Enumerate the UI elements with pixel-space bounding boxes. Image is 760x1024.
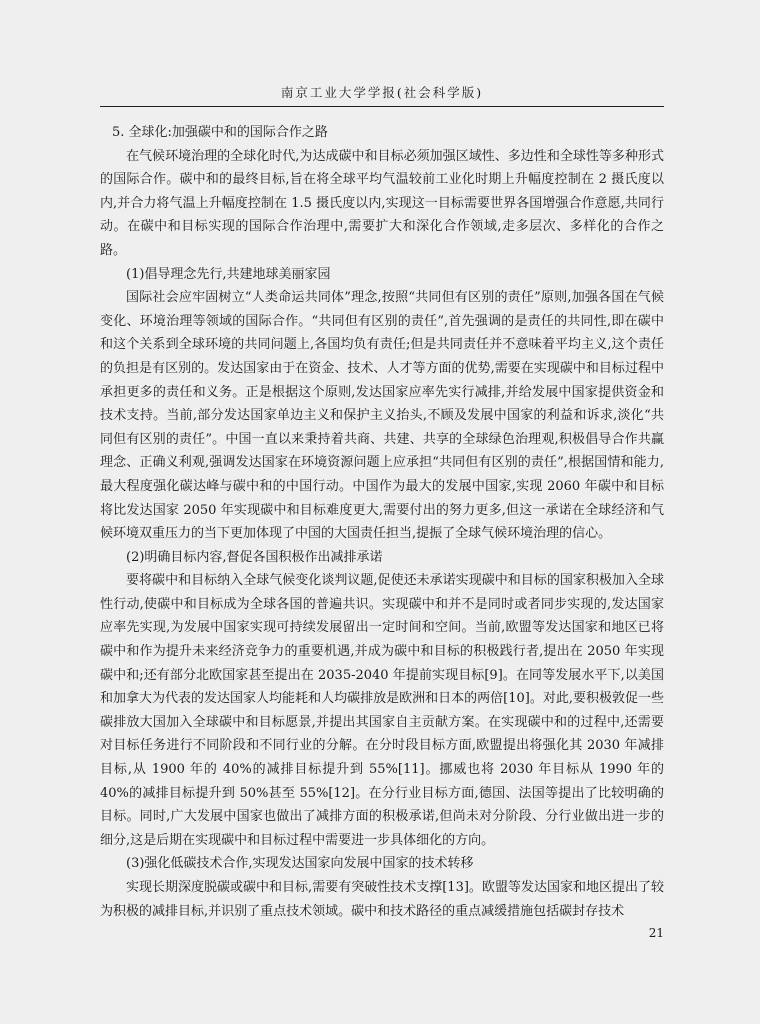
journal-header: 南京工业大学学报(社会科学版) — [280, 85, 484, 100]
subsection-title-1: (1)倡导理念先行,共建地球美丽家园 — [126, 266, 331, 282]
subsection-paragraph-1: 国际社会应牢固树立“人类命运共同体”理念,按照“共同但有区别的责任”原则,加强各国在气候变化、环境治理等领域的国际合作。“共同但有区别的责任”,首先强调的是责任的共同性,即在碳中和这个关系到全球环境的共同问题上,各国均负有责任;但是共同责任并不意味着平均主义,这个责任的负担是有区别的。发达国家由于在资金、技术、人才等方面的优势,需要在实现碳中和目标过程中承担更多的责任和义务。正是根据这个原则,发达国家应率先实行减排,并给发展中国家提供资金和技术支持。当前,部分发达国家单边主义和保护主义抬头,不顾及发展中国家的利益和诉求,淡化“共同但有区别的责任”。中国一直以来秉持着共商、共建、共享的全球绿色治理观,积极倡导合作共赢理念、正确义利观,强调发达国家在环境资源问题上应承担“共同但有区别的责任”,根据国情和能力,最大程度强化碳达峰与碳中和的中国行动。中国作为最大的发展中国家,实现 2060 年碳中和目标将比发达国家 2050 年实现碳中和目标难度更大,需要付出的努力更多,但这一承诺在全球经济和气候环境双重压力的当下更加体现了中国的大国责任担当,提振了全球气候环境治理的信心。 — [100, 290, 664, 542]
subsection-paragraph-3: 实现长期深度脱碳或碳中和目标,需要有突破性技术支撑[13]。欧盟等发达国家和地区提出了较为积极的减排目标,并识别了重点技术领域。碳中和技术路径的重点减缓措施包括碳封存技术 — [100, 880, 664, 919]
header-rule — [100, 106, 664, 107]
section-intro-paragraph: 在气候环境治理的全球化时代,为达成碳中和目标必须加强区域性、多边性和全球性等多种形式的国际合作。碳中和的最终目标,旨在将全球平均气温较前工业化时期上升幅度控制在 2 摄氏度以内,并合力将气温上升幅度控制在 1.5 摄氏度以内,实现这一目标需要世界各国增强合作意愿,共同行动。在碳中和目标实现的国际合作治理中,需要扩大和深化合作领域,走多层次、多样化的合作之路。 — [100, 148, 664, 258]
subsection-title-2: (2)明确目标内容,督促各国积极作出减排承诺 — [126, 549, 383, 565]
page-number: 21 — [648, 926, 664, 940]
article-body — [100, 121, 664, 923]
section-title: 5. 全球化:加强碳中和的国际合作之路 — [112, 125, 328, 140]
subsection-paragraph-2: 要将碳中和目标纳入全球气候变化谈判议题,促使还未承诺实现碳中和目标的国家积极加入全球性行动,使碳中和目标成为全球各国的普遍共识。实现碳中和并不是同时或者同步实现的,发达国家应率先实现,为发展中国家实现可持续发展留出一定时间和空间。当前,欧盟等发达国家和地区已将碳中和作为提升未来经济竞争力的重要机遇,并成为碳中和目标的积极践行者,提出在 2050 年实现碳中和;还有部分北欧国家甚至提出在 2035-2040 年提前实现目标[9]。在同等发展水平下,以美国和加拿大为代表的发达国家人均能耗和人均碳排放是欧洲和日本的两倍[10]。对此,要积极敦促一些碳排放大国加入全球碳中和目标愿景,并提出其国家自主贡献方案。在实现碳中和的过程中,还需要对目标任务进行不同阶段和不同行业的分解。在分时段目标方面,欧盟提出将强化其 2030 年减排目标,从 1900 年的 40%的减排目标提升到 55%[11]。挪威也将 2030 年目标从 1990 年的 40%的减排目标提升到 50%甚至 55%[12]。在分行业目标方面,德国、法国等提出了比较明确的目标。同时,广大发展中国家也做出了减排方面的积极承诺,但尚未对分阶段、分行业做出进一步的细分,这是后期在实现碳中和目标过程中需要进一步具体细化的方向。 — [100, 573, 664, 848]
subsection-title-3: (3)强化低碳技术合作,实现发达国家向发展中国家的技术转移 — [126, 856, 474, 872]
